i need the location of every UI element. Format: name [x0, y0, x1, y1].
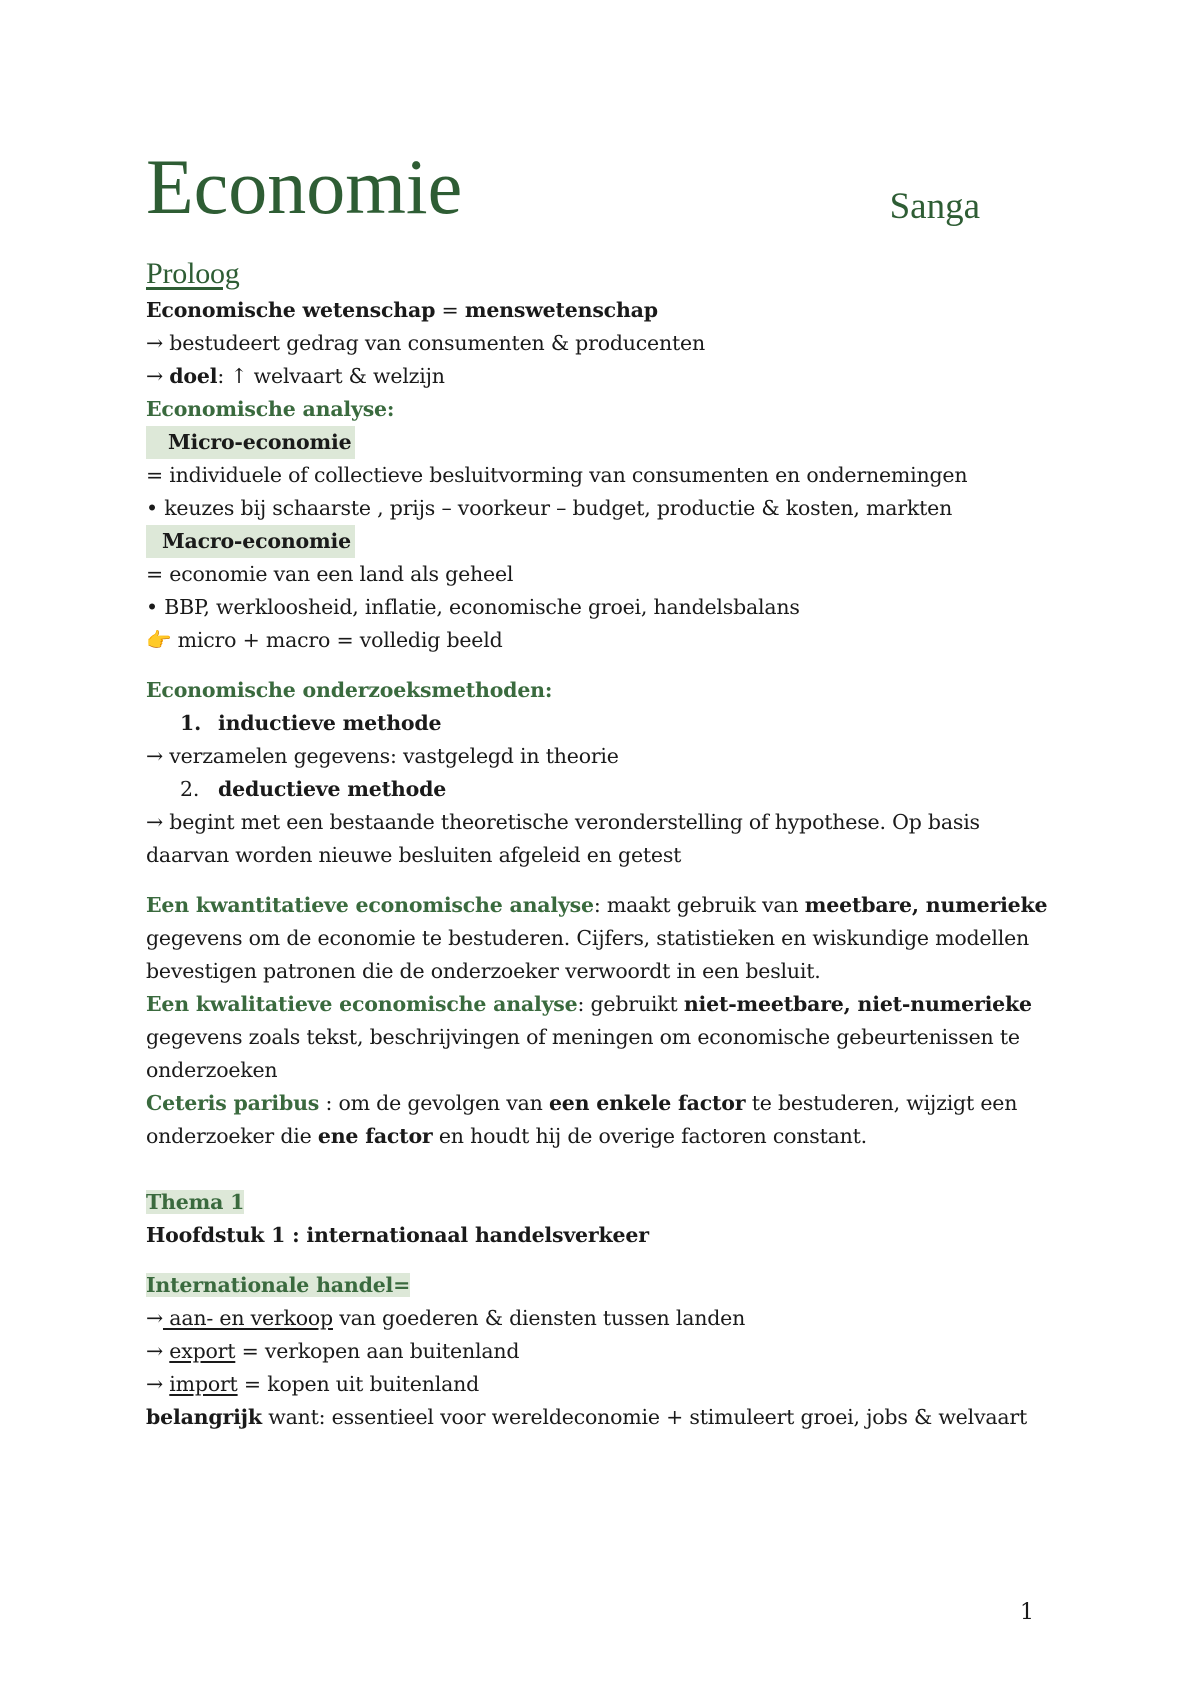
- definition-line: Economische wetenschap = menswetenschap: [146, 298, 658, 322]
- text-line: = economie van een land als geheel: [146, 562, 514, 586]
- document-body: [146, 254, 1046, 1434]
- text-line: bevestigen patronen die de onderzoeker verwoordt in een besluit.: [146, 959, 821, 983]
- text-line: gegevens om de economie te bestuderen. Cijfers, statistieken en wiskundige modellen: [146, 926, 1029, 950]
- numbered-item: 2. deductieve methode: [180, 777, 447, 801]
- subheading-methoden: Economische onderzoeksmethoden:: [146, 678, 553, 702]
- text-line: → aan- en verkoop van goederen & diensten tussen landen: [146, 1306, 746, 1330]
- text-line: onderzoeken: [146, 1058, 278, 1082]
- paragraph-ceteris-paribus: Ceteris paribus : om de gevolgen van een enkele factor te bestuderen, wijzigt een: [146, 1091, 1018, 1115]
- document-header: [146, 143, 1006, 238]
- numbered-item: 1. inductieve methode: [180, 711, 442, 735]
- label-thema-1: Thema 1: [146, 1190, 245, 1214]
- text-line: → verzamelen gegevens: vastgelegd in theorie: [146, 744, 619, 768]
- text-line: belangrijk want: essentieel voor wereldeconomie + stimuleert groei, jobs & welvaart: [146, 1405, 1028, 1429]
- text-line: → doel: ↑ welvaart & welzijn: [146, 364, 445, 388]
- text-line: daarvan worden nieuwe besluiten afgeleid en getest: [146, 843, 682, 867]
- paragraph-kwalitatief: Een kwalitatieve economische analyse: gebruikt niet-meetbare, niet-numerieke: [146, 992, 1032, 1016]
- bullet-line: • BBP, werkloosheid, inflatie, economische groei, handelsbalans: [146, 595, 800, 619]
- chapter-heading: Hoofdstuk 1 : internationaal handelsverkeer: [146, 1223, 649, 1247]
- text-line: onderzoeker die ene factor en houdt hij de overige factoren constant.: [146, 1124, 867, 1148]
- bullet-line: • keuzes bij schaarste , prijs – voorkeur – budget, productie & kosten, markten: [146, 496, 953, 520]
- section-heading-proloog: Proloog: [146, 257, 240, 290]
- text-line: → begint met een bestaande theoretische veronderstelling of hypothese. Op basis: [146, 810, 980, 834]
- author-name: Sanga: [889, 186, 980, 227]
- text-line: = individuele of collectieve besluitvorming van consumenten en ondernemingen: [146, 463, 968, 487]
- text-line: gegevens zoals tekst, beschrijvingen of meningen om economische gebeurtenissen te: [146, 1025, 1020, 1049]
- document-title: Economie: [146, 143, 463, 230]
- label-micro-economie: Micro-economie: [146, 426, 355, 459]
- text-line: → export = verkopen aan buitenland: [146, 1339, 520, 1363]
- label-internationale-handel: Internationale handel=: [146, 1273, 411, 1297]
- page-number: 1: [1020, 1600, 1034, 1625]
- text-line: → import = kopen uit buitenland: [146, 1372, 480, 1396]
- paragraph-kwantitatief: Een kwantitatieve economische analyse: maakt gebruik van meetbare, numerieke: [146, 893, 1048, 917]
- subheading-analyse: Economische analyse:: [146, 397, 395, 421]
- summary-line: 👉 micro + macro = volledig beeld: [146, 628, 503, 652]
- text-line: → bestudeert gedrag van consumenten & producenten: [146, 331, 705, 355]
- label-macro-economie: Macro-economie: [146, 525, 355, 558]
